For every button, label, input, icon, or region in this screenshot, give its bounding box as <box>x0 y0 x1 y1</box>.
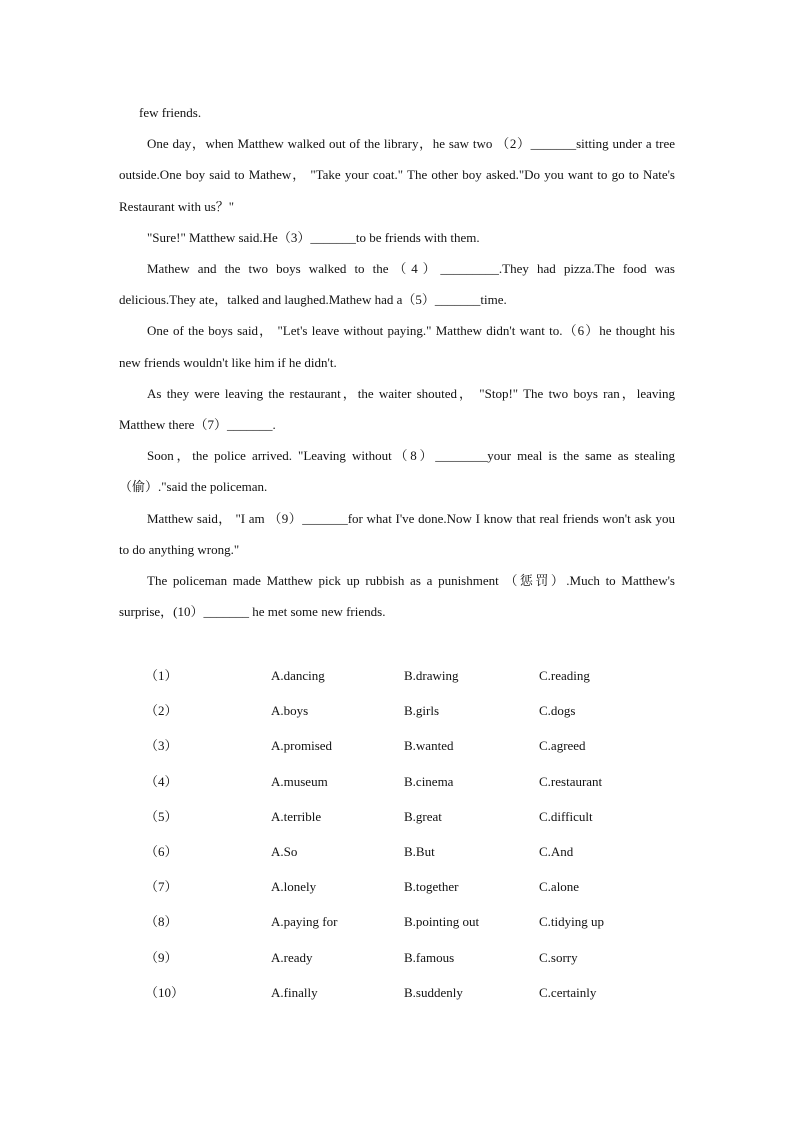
option-c: C.sorry <box>539 949 578 965</box>
option-a: A.paying for <box>271 914 338 930</box>
option-c: C.difficult <box>539 808 593 824</box>
passage-paragraph: Matthew said， "I am （9）_______for what I've done.Now I know that real friends won't ask you to do anything wrong." <box>119 510 675 557</box>
option-b: B.great <box>404 808 442 824</box>
passage-paragraph: "Sure!" Matthew said.He（3）_______to be friends with them. <box>147 229 480 245</box>
question-number: （1） <box>145 668 178 683</box>
option-a: A.boys <box>271 703 309 719</box>
option-row <box>141 869 701 904</box>
passage-paragraph: One of the boys said， "Let's leave without paying." Matthew didn't want to.（6）he thought his new friends wouldn't like him if he didn't. <box>119 323 675 370</box>
option-b: B.together <box>404 879 459 895</box>
option-b: B.girls <box>404 703 440 719</box>
option-a: A.finally <box>271 984 318 1000</box>
option-row <box>141 728 701 763</box>
passage-paragraph: As they were leaving the restaurant，the waiter shouted， "Stop!" The two boys ran，leaving Matthew there（7）_______. <box>119 385 675 433</box>
passage-paragraph: few friends. <box>139 105 202 120</box>
option-a: A.dancing <box>271 668 325 683</box>
option-c: C.tidying up <box>539 914 605 930</box>
option-a: A.promised <box>271 738 333 754</box>
passage-paragraph: Mathew and the two boys walked to the（4）_________.They had pizza.The food was delicious.They ate，talked and laughed.Mathew had a（5）_______time. <box>119 261 675 308</box>
option-row <box>141 693 701 728</box>
question-number: （7） <box>145 879 178 895</box>
question-number: （3） <box>145 738 178 754</box>
question-number: （2） <box>145 703 178 719</box>
question-number: （6） <box>145 843 178 859</box>
option-b: B.famous <box>404 949 455 965</box>
option-c: C.dogs <box>539 703 576 719</box>
option-b: B.pointing out <box>404 914 480 930</box>
passage <box>119 97 675 627</box>
passage-paragraph: The policeman made Matthew pick up rubbish as a punishment （惩罚）.Much to Matthew's surprise，(10）_______ he met some new friends. <box>119 573 675 620</box>
option-b: B.cinema <box>404 773 454 789</box>
option-b: B.But <box>404 843 435 859</box>
passage-paragraph: One day，when Matthew walked out of the library，he saw two （2）_______sitting under a tree outside.One boy said to Mathew， "Take your coat." The other boy asked."Do you want to go to Nate's Restaurant with us？" <box>119 136 675 214</box>
option-a: A.terrible <box>271 808 322 824</box>
option-c: C.agreed <box>539 738 586 754</box>
option-b: B.wanted <box>404 738 454 754</box>
option-c: C.restaurant <box>539 773 603 789</box>
option-a: A.So <box>271 843 298 859</box>
question-number: （8） <box>145 914 178 930</box>
option-row <box>141 834 701 869</box>
option-c: C.And <box>539 843 574 859</box>
question-number: （4） <box>145 773 178 789</box>
passage-paragraph: Soon，the police arrived. "Leaving without（8）________your meal is the same as stealing（偷）."said the policeman. <box>119 448 675 495</box>
question-number: （5） <box>145 808 178 824</box>
option-a: A.museum <box>271 773 328 789</box>
option-c: C.alone <box>539 879 580 895</box>
option-a: A.lonely <box>271 879 317 895</box>
option-row <box>141 904 701 939</box>
option-row <box>141 940 701 975</box>
option-c: C.certainly <box>539 984 597 1000</box>
option-row <box>141 764 701 799</box>
option-row <box>141 799 701 834</box>
question-number: （10） <box>145 984 185 1000</box>
question-number: （9） <box>145 949 178 965</box>
option-row <box>141 975 701 1010</box>
option-b: B.suddenly <box>404 984 463 1000</box>
option-c: C.reading <box>539 668 590 683</box>
option-a: A.ready <box>271 949 313 965</box>
option-b: B.drawing <box>404 668 459 683</box>
option-row <box>141 658 701 693</box>
answer-options <box>141 658 701 1010</box>
